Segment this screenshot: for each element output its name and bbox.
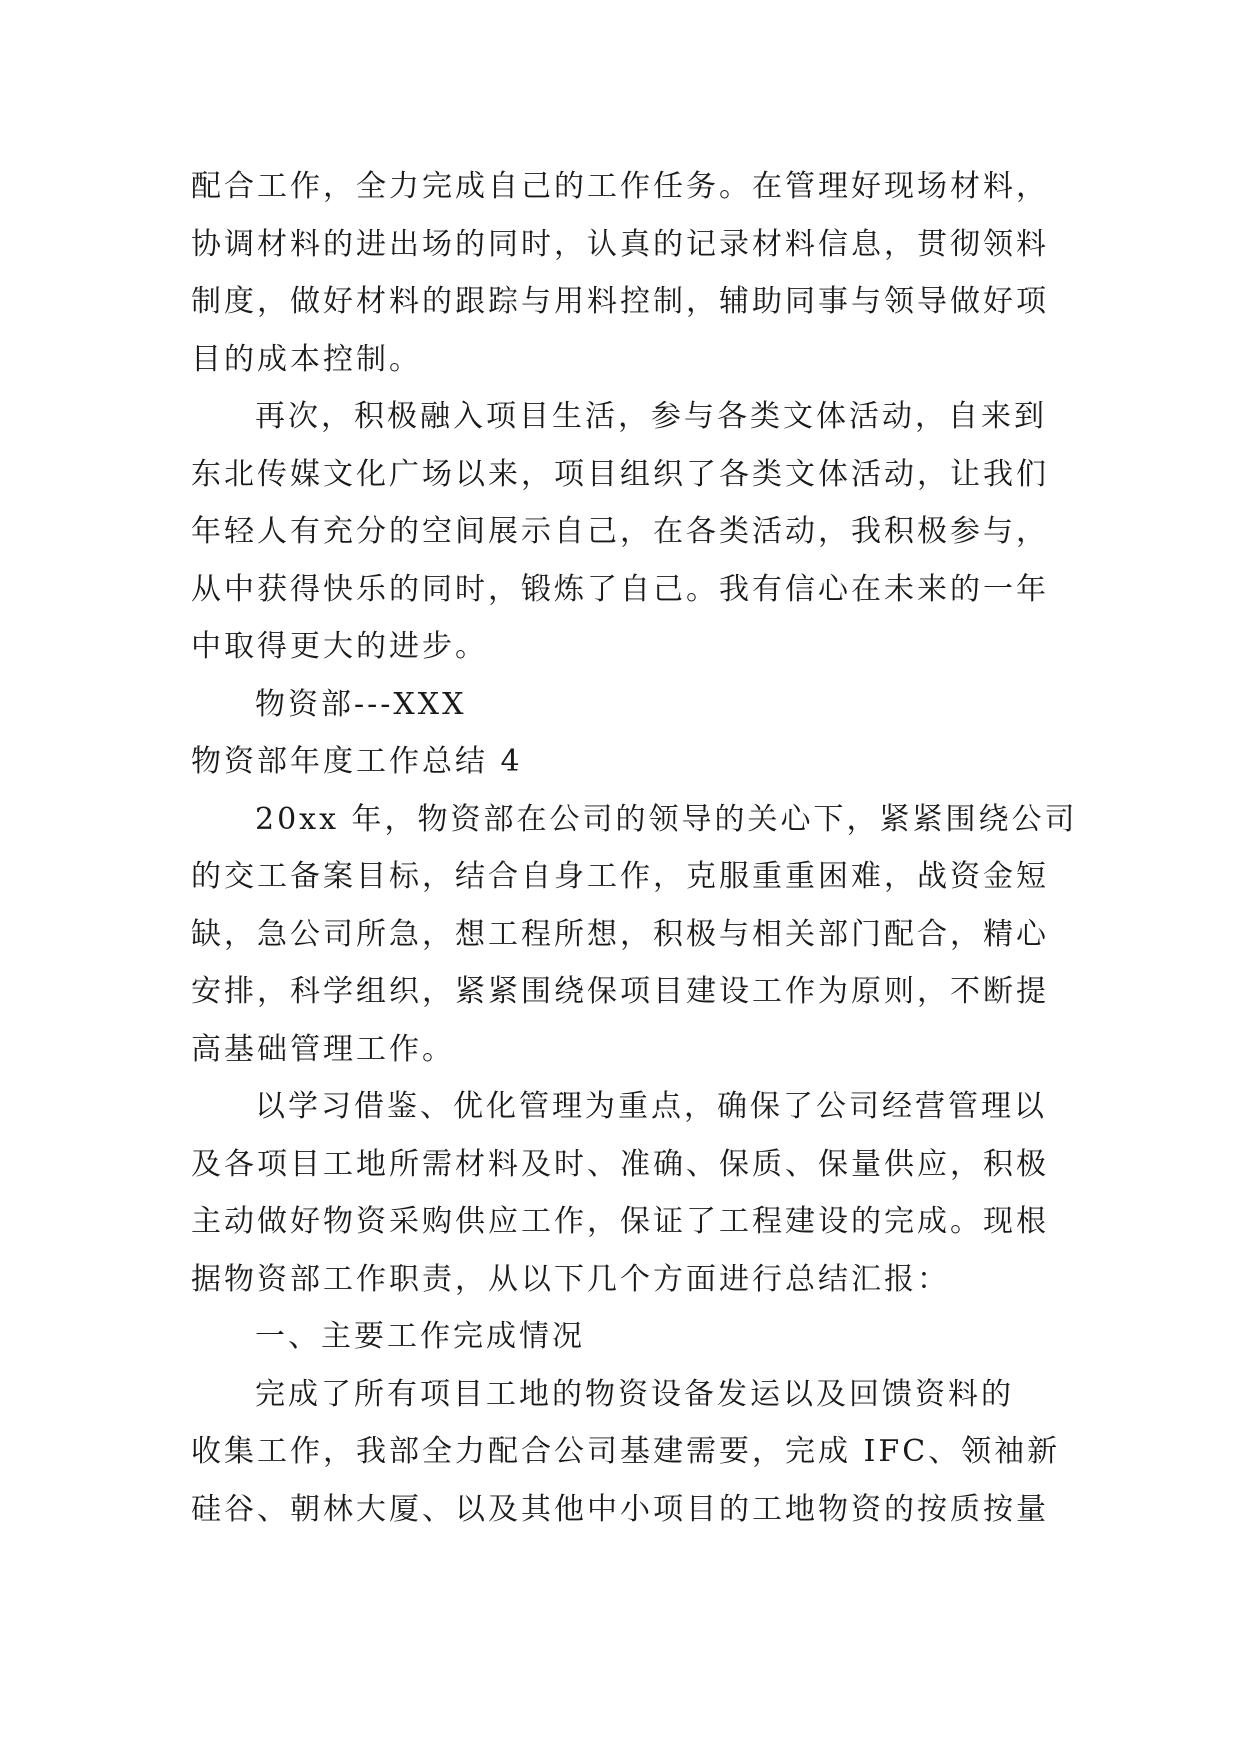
text-line: 主动做好物资采购供应工作，保证了工程建设的完成。现根	[191, 1204, 1049, 1239]
text-line: 收集工作，我部全力配合公司基建需要，完成 IFC、领袖新	[191, 1434, 1061, 1469]
paragraph-start-line: 以学习借鉴、优化管理为重点，确保了公司经营管理以	[255, 1089, 1047, 1124]
paragraph-start-line: 20xx 年，物资部在公司的领导的关心下，紧紧围绕公司	[255, 801, 1078, 837]
signature-line: 物资部---XXX	[255, 686, 467, 722]
text-line: 制度，做好材料的跟踪与用料控制，辅助同事与领导做好项	[191, 284, 1049, 319]
document-body	[191, 158, 1078, 1538]
text-line: 硅谷、朝林大厦、以及其他中小项目的工地物资的按质按量	[191, 1491, 1049, 1527]
text-line: 及各项目工地所需材料及时、准确、保质、保量供应，积极	[191, 1146, 1049, 1182]
subsection-heading: 一、主要工作完成情况	[255, 1319, 585, 1354]
section-heading: 物资部年度工作总结 4	[191, 744, 523, 779]
text-line: 目的成本控制。	[191, 341, 422, 377]
text-line: 中取得更大的进步。	[191, 629, 488, 664]
text-line: 缺，急公司所急，想工程所想，积极与相关部门配合，精心	[191, 916, 1049, 952]
text-line: 的交工备案目标，结合自身工作，克服重重困难，战资金短	[191, 859, 1049, 894]
paragraph-start-line: 完成了所有项目工地的物资设备发运以及回馈资料的	[255, 1376, 1014, 1412]
text-line: 东北传媒文化广场以来，项目组织了各类文体活动，让我们	[191, 456, 1049, 492]
text-line: 安排，科学组织，紧紧围绕保项目建设工作为原则，不断提	[191, 974, 1049, 1009]
paragraph-start-line: 再次，积极融入项目生活，参与各类文体活动，自来到	[255, 399, 1047, 434]
text-line: 协调材料的进出场的同时，认真的记录材料信息，贯彻领料	[191, 226, 1049, 262]
text-line: 高基础管理工作。	[191, 1031, 455, 1067]
text-line: 从中获得快乐的同时，锻炼了自己。我有信心在未来的一年	[191, 571, 1049, 607]
text-line: 配合工作，全力完成自己的工作任务。在管理好现场材料，	[191, 169, 1049, 204]
text-line: 据物资部工作职责，从以下几个方面进行总结汇报：	[191, 1261, 950, 1297]
text-line: 年轻人有充分的空间展示自己，在各类活动，我积极参与，	[191, 514, 1049, 549]
